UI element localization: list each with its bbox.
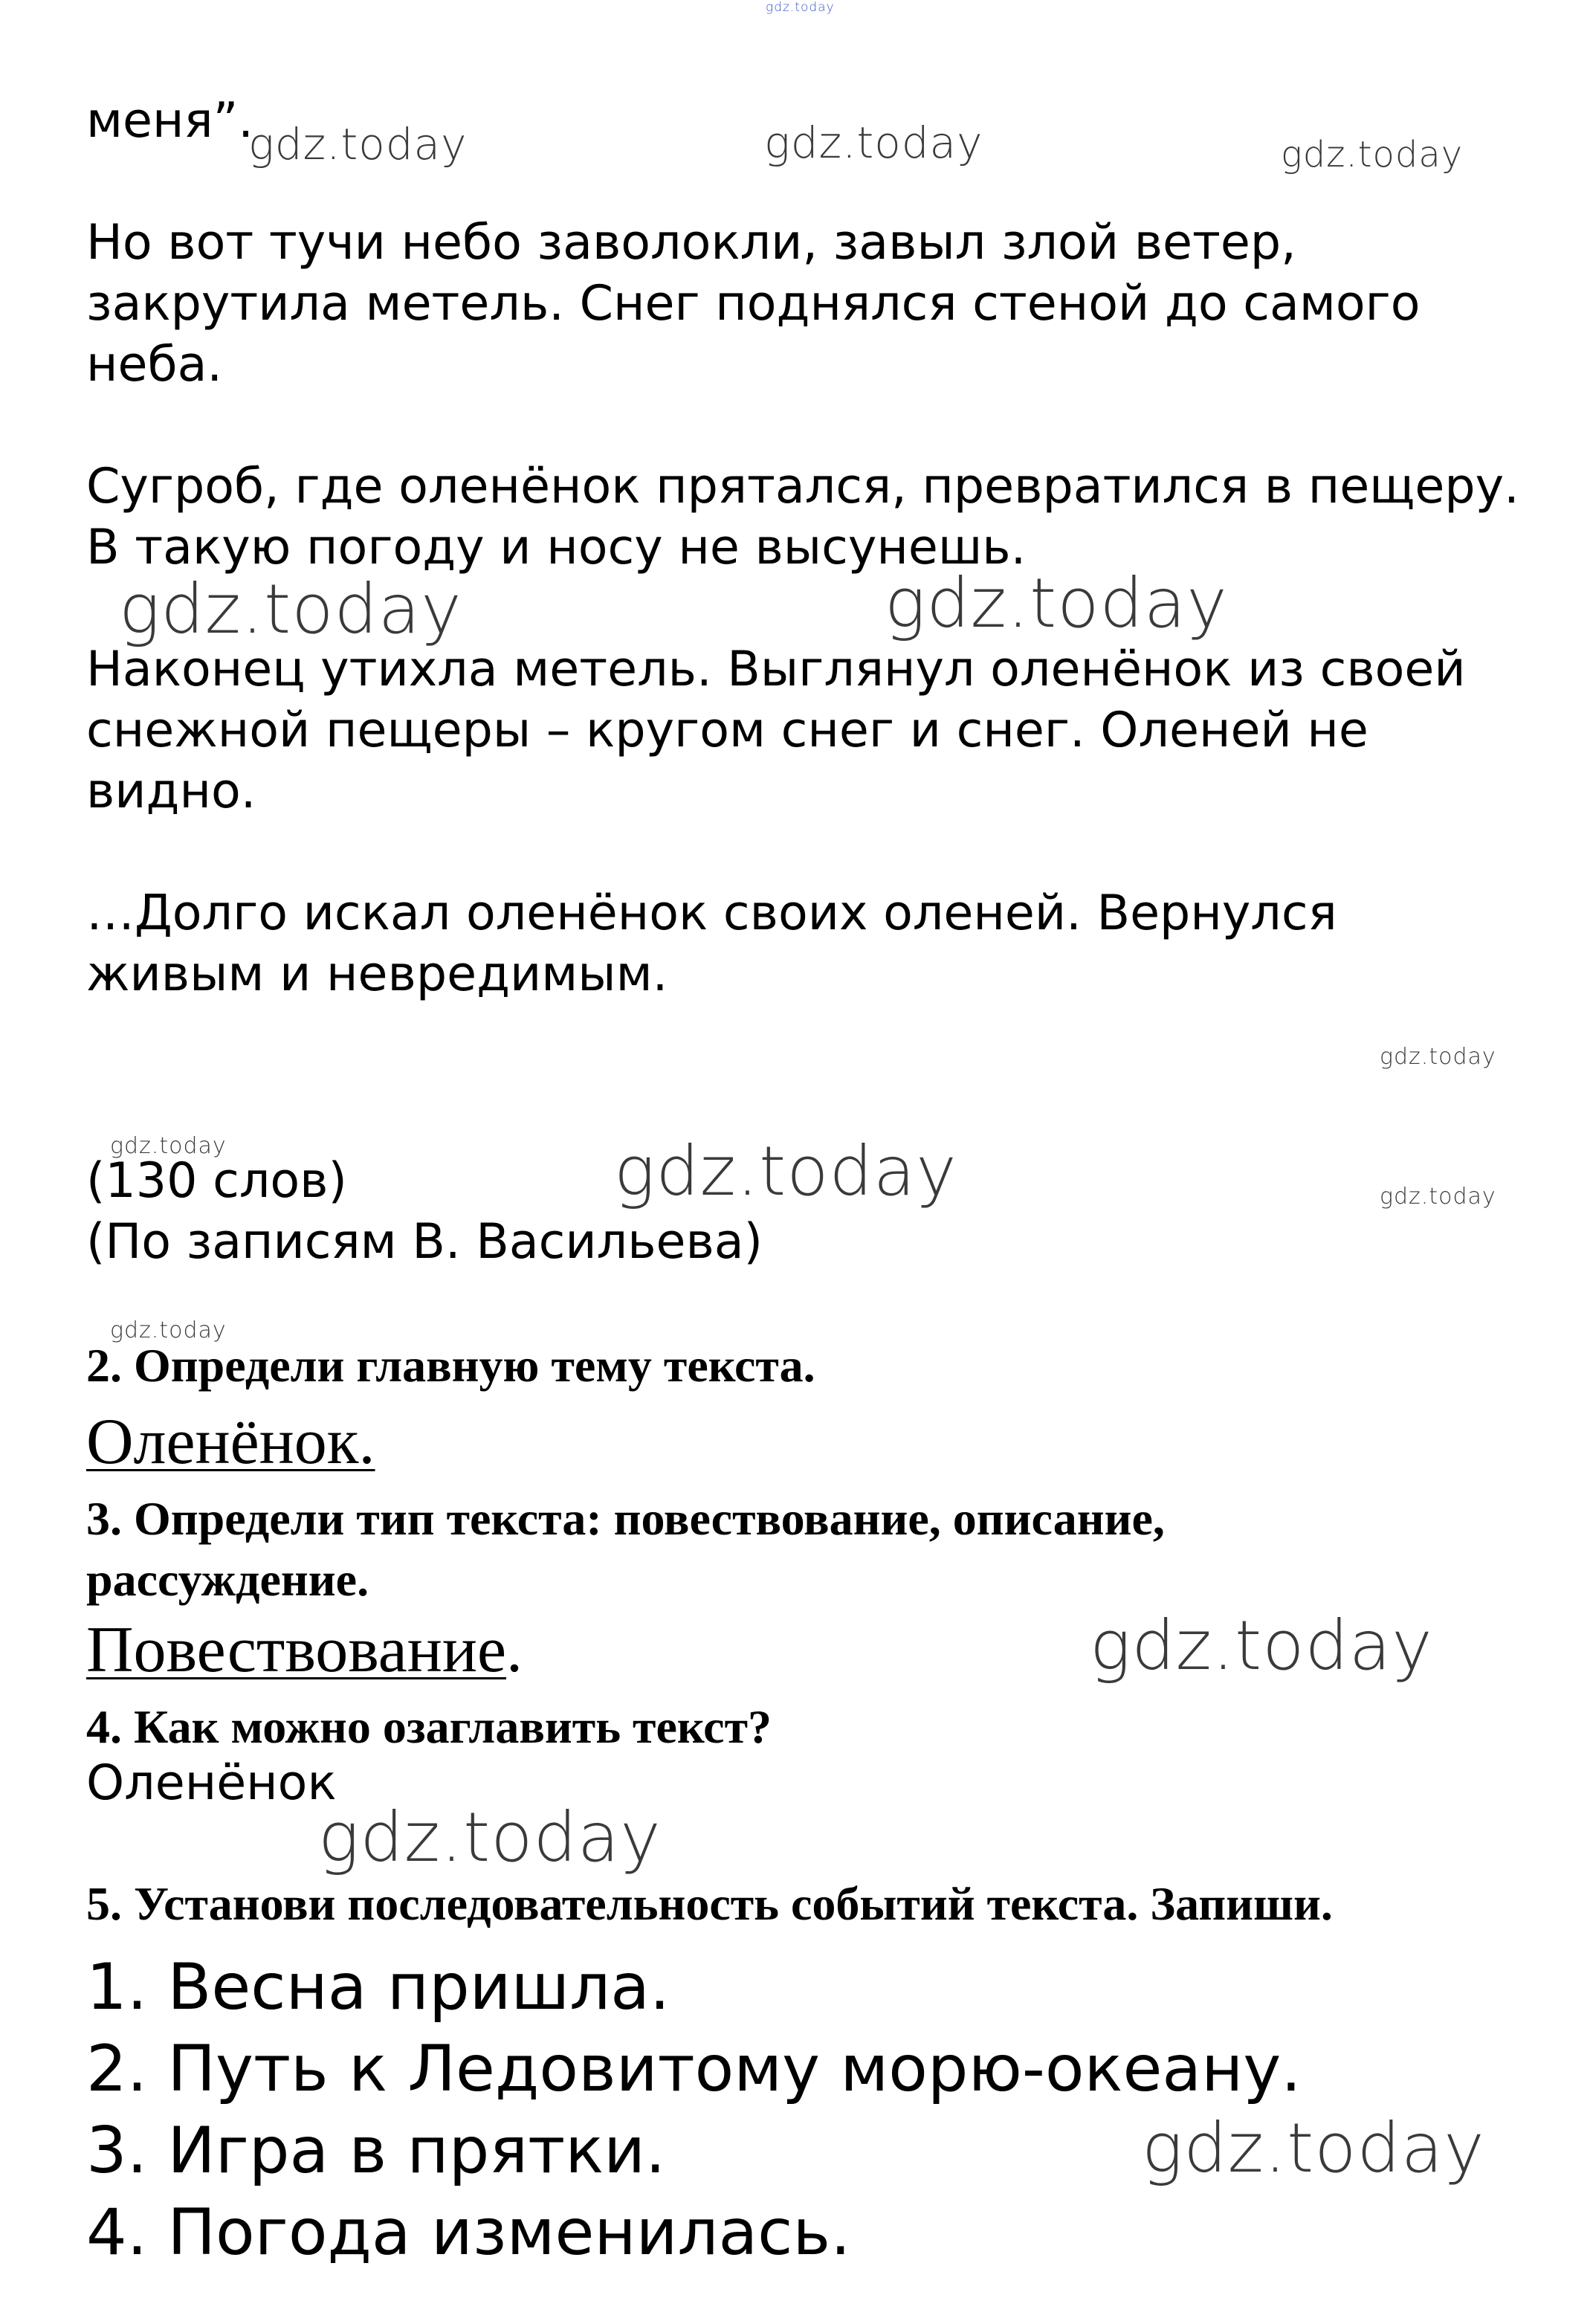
story-paragraph-1-line-1: Но вот тучи небо заволокли, завыл злой ветер, xyxy=(86,215,1296,271)
watermark: gdz.today xyxy=(764,117,983,168)
story-paragraph-2-line-1: Сугроб, где оленёнок прятался, превратился в пещеру. xyxy=(86,459,1519,514)
question-5: 5. Установи последовательность событий текста. Запиши. xyxy=(86,1877,1333,1930)
sequence-item-2: 2. Путь к Ледовитому морю-океану. xyxy=(86,2032,1302,2106)
watermark: gdz.today xyxy=(110,1133,227,1159)
watermark: gdz.today xyxy=(1380,1184,1496,1210)
watermark: gdz.today xyxy=(248,119,468,170)
sequence-item-1: 1. Весна пришла. xyxy=(86,1950,670,2024)
watermark: gdz.today xyxy=(1380,1044,1496,1070)
story-line-top: меня”. xyxy=(86,93,253,149)
question-2: 2. Определи главную тему текста. xyxy=(86,1339,815,1392)
story-paragraph-1-line-3: неба. xyxy=(86,337,223,393)
answer-3 xyxy=(86,1613,523,1688)
watermark: gdz.today xyxy=(1090,1606,1433,1685)
story-paragraph-1-line-2: закрутила метель. Снег поднялся стеной до самого xyxy=(86,276,1421,332)
story-paragraph-2-line-2: В такую погоду и носу не высунешь. xyxy=(86,520,1027,575)
story-paragraph-3-line-1: Наконец утихла метель. Выглянул оленёнок из своей xyxy=(86,642,1466,697)
story-source: (По записям В. Васильева) xyxy=(86,1214,763,1270)
word-count: (130 слов) xyxy=(86,1153,347,1209)
story-paragraph-4-line-1: …Долго искал оленёнок своих оленей. Вернулся xyxy=(86,885,1337,941)
answer-2-text: Оленёнок. xyxy=(86,1406,375,1478)
sequence-item-4: 4. Погода изменилась. xyxy=(86,2195,851,2270)
watermark: gdz.today xyxy=(1281,134,1464,175)
watermark: gdz.today xyxy=(119,569,462,649)
answer-3-text: Повествование xyxy=(86,1614,506,1686)
watermark-top: gdz.today xyxy=(766,0,835,15)
watermark: gdz.today xyxy=(110,1317,227,1343)
question-4: 4. Как можно озаглавить текст? xyxy=(86,1700,772,1753)
sequence-item-3: 3. Игра в прятки. xyxy=(86,2114,666,2188)
answer-4: Оленёнок xyxy=(86,1755,337,1811)
watermark: gdz.today xyxy=(614,1132,957,1211)
story-paragraph-3-line-3: видно. xyxy=(86,764,256,819)
watermark: gdz.today xyxy=(885,564,1228,643)
watermark: gdz.today xyxy=(318,1798,662,1877)
question-3-line-2: рассуждение. xyxy=(86,1553,369,1606)
watermark: gdz.today xyxy=(1142,2108,1485,2188)
story-paragraph-3-line-2: снежной пещеры – кругом снег и снег. Оленей не xyxy=(86,703,1368,758)
answer-2 xyxy=(86,1405,375,1479)
story-paragraph-4-line-2: живым и невредимым. xyxy=(86,946,668,1002)
answer-3-period: . xyxy=(506,1614,523,1686)
question-3-line-1: 3. Определи тип текста: повествование, описание, xyxy=(86,1492,1165,1545)
